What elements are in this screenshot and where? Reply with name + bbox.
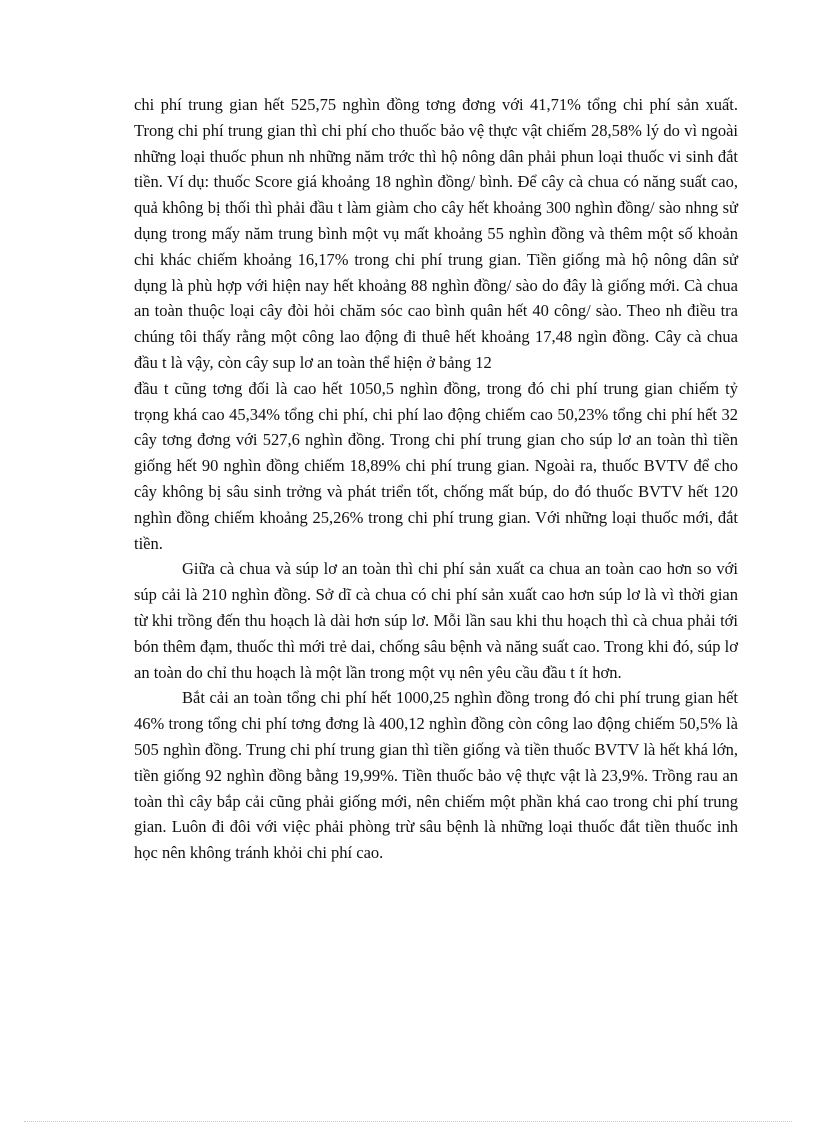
paragraph-cabbage-costs: Bắt cải an toàn tổng chi phí hết 1000,25 nghìn đồng trong đó chi phí trung gian hết 46% trong tổng chi phí tơng đơng là 400,12 nghìn đồng còn công lao động chiếm 50,5% là 505 nghìn đồng. Trung chi phí trung gian thì tiền giống và tiền thuốc BVTV là hết khá lớn, tiền giống 92 nghìn đồng bằng 19,99%. Tiền thuốc bảo vệ thực vật là 23,9%. Trồng rau an toàn thì cây bắp cải cũng phải giống mới, nên chiếm một phần khá cao trong chi phí trung gian. Luôn đi đôi với việc phải phòng trừ sâu bệnh là những loại thuốc đắt tiền thuốc inh học nên không tránh khỏi chi phí cao. (134, 688, 738, 863)
paragraph-tomato-vs-cauliflower: Giữa cà chua và súp lơ an toàn thì chi phí sản xuất ca chua an toàn cao hơn so với súp cải là 210 nghìn đồng. Sở dĩ cà chua có chi phí sản xuất cao hơn súp lơ là vì thời gian từ khi trồng đến thu hoạch là dài hơn súp lơ. Mỗi lần sau khi thu hoạch thì cà chua phải tới bón thêm đạm, thuốc thì mới trẻ dai, chống sâu bệnh và năng suất cao. Trong khi đó, súp lơ an toàn do chỉ thu hoạch là một lần trong một vụ nên yêu cầu đầu t ít hơn. (134, 559, 738, 682)
page-bottom-rule (24, 1121, 792, 1122)
paragraph-cauliflower-costs: đầu t cũng tơng đối là cao hết 1050,5 nghìn đồng, trong đó chi phí trung gian chiếm tỷ trọng khá cao 45,34% tổng chi phí, chi phí lao động chiếm cao 50,23% tổng chi phí hết 32 cây tơng đơng với 527,6 nghìn đồng. Trong chi phí trung gian cho súp lơ an toàn thì tiền giống hết 90 nghìn đồng chiếm 18,89% chi phí trung gian. Ngoài ra, thuốc BVTV để cho cây không bị sâu sinh trởng và phát triển tốt, chống mất búp, do đó thuốc BVTV hết 120 nghìn đồng chiếm khoảng 25,26% trong chi phí trung gian. Với những loại thuốc mới, đắt tiền. (134, 378, 738, 553)
document-body (134, 92, 738, 866)
paragraph-tomato-costs: chi phí trung gian hết 525,75 nghìn đồng tơng đơng với 41,71% tổng chi phí sản xuất. Trong chi phí trung gian thì chi phí cho thuốc bảo vệ thực vật chiếm 28,58% lý do vì ngoài những loại thuốc phun nh những năm trớc thì hộ nông dân phải phun loại thuốc vi sinh đắt tiền. Ví dụ: thuốc Score giá khoảng 18 nghìn đồng/ bình. Để cây cà chua có năng suất cao, quả không bị thối thì phải đầu t làm giàm cho cây hết khoảng 300 nghìn đồng/ sào nhng sử dụng trong mấy năm trung bình một vụ mất khoảng 55 nghìn đồng và thêm một số khoản chi khác chiếm khoảng 16,17% trong chi phí trung gian. Tiền giống mà hộ nông dân sử dụng là phù hợp với hiện nay hết khoảng 88 nghìn đồng/ sào do đây là giống mới. Cà chua an toàn thuộc loại cây đòi hỏi chăm sóc cao bình quân hết 40 công/ sào. Theo nh điều tra chúng tôi thấy rằng một công lao động đi thuê hết khoảng 17,48 ngìn đồng. Cây cà chua đầu t là vậy, còn cây sup lơ an toàn thể hiện ở bảng 12 (134, 95, 738, 372)
